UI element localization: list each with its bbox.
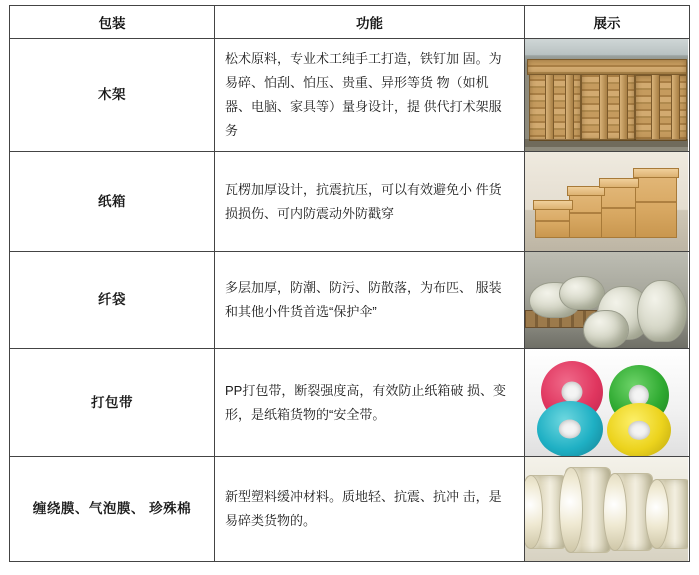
- stretch-film-photo: [525, 457, 688, 561]
- table-header: [10, 6, 690, 39]
- package-name-cell: 纤袋: [10, 252, 215, 349]
- package-name-cell: 打包带: [10, 349, 215, 457]
- package-image-cell: [525, 152, 690, 252]
- package-function-cell: 新型塑料缓冲材料。质地轻、抗震、抗冲 击，是易碎类货物的。: [215, 457, 525, 562]
- package-name-cell: 木架: [10, 39, 215, 152]
- table-header-row: [10, 6, 690, 39]
- table-row: [10, 252, 690, 349]
- package-image-cell: [525, 457, 690, 562]
- table-row: [10, 457, 690, 562]
- table-row: [10, 349, 690, 457]
- package-function-cell: 瓦楞加厚设计，抗震抗压，可以有效避免小 件货损损伤、可内防震动外防戳穿: [215, 152, 525, 252]
- package-image-cell: [525, 252, 690, 349]
- strapping-roll-photo: [525, 349, 688, 456]
- packaging-table: [9, 5, 690, 562]
- package-name-cell: 纸箱: [10, 152, 215, 252]
- woven-sack-photo: [525, 252, 688, 348]
- column-header-display: 展示: [525, 6, 690, 39]
- package-function-cell: 松术原料，专业术工纯手工打造，铁钉加 固。为易碎、怕刮、怕压、贵重、异形等货 物（如机器、电脑、家具等）量身设计，提 供代打术架服务: [215, 39, 525, 152]
- package-name-cell: 缠绕膜、气泡膜、 珍殊棉: [10, 457, 215, 562]
- carton-box-photo: [525, 152, 688, 251]
- package-function-cell: PP打包带，断裂强度高，有效防止纸箱破 损、变形，是纸箱货物的“安全带。: [215, 349, 525, 457]
- packaging-info-document: [0, 5, 699, 575]
- package-function-cell: 多层加厚，防潮、防污、防散落，为布匹、 服装和其他小件货首选“保护伞”: [215, 252, 525, 349]
- column-header-function: 功能: [215, 6, 525, 39]
- package-image-cell: [525, 349, 690, 457]
- table-row: [10, 39, 690, 152]
- table-row: [10, 152, 690, 252]
- column-header-package: 包装: [10, 6, 215, 39]
- table-body: [10, 39, 690, 562]
- package-image-cell: [525, 39, 690, 152]
- wooden-crate-photo: [525, 39, 688, 151]
